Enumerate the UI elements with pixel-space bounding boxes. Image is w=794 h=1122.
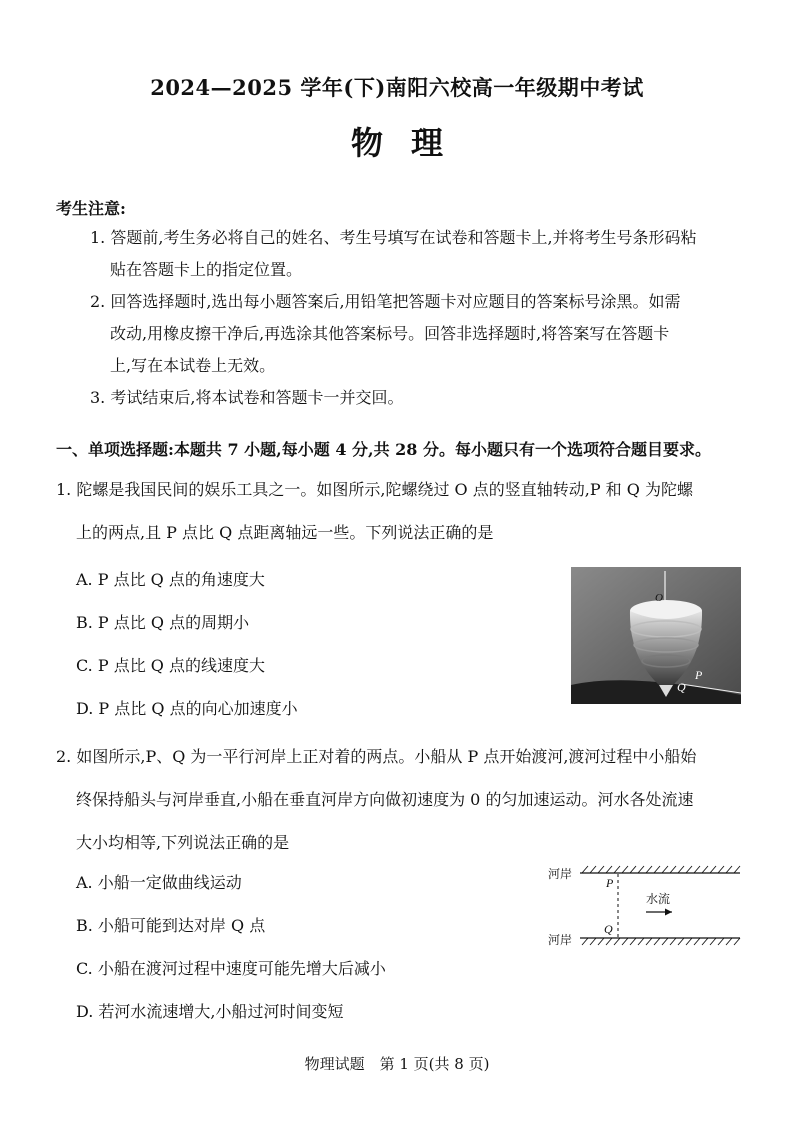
label-p: P (695, 668, 703, 682)
subject-title: 物理 (350, 124, 471, 162)
q2-option-c: C. 小船在渡河过程中速度可能先增大后减小 (76, 959, 386, 978)
q1-option-d: D. P 点比 Q 点的向心加速度小 (76, 699, 298, 718)
notice-line: 3. 考试结束后,将本试卷和答题卡一并交回。 (90, 388, 404, 407)
bank-label-top: 河岸 (548, 867, 573, 881)
point-q: Q (604, 922, 613, 936)
q1-stem: 上的两点,且 P 点比 Q 点距离轴远一些。下列说法正确的是 (76, 523, 494, 542)
label-o: O (655, 592, 663, 604)
q1-option-b: B. P 点比 Q 点的周期小 (76, 613, 250, 632)
q2-stem: 2. 如图所示,P、Q 为一平行河岸上正对着的两点。小船从 P 点开始渡河,渡河过程中小船始 (56, 747, 697, 766)
q1-option-a: A. P 点比 Q 点的角速度大 (76, 570, 265, 589)
q1-option-c: C. P 点比 Q 点的线速度大 (76, 656, 265, 675)
notice-line: 贴在答题卡上的指定位置。 (110, 260, 303, 279)
bank-label-bottom: 河岸 (548, 933, 573, 947)
page-footer: 物理试题 第 1 页(共 8 页) (304, 1055, 490, 1073)
notice-line: 2. 回答选择题时,选出每小题答案后,用铅笔把答题卡对应题目的答案标号涂黑。如需 (90, 292, 681, 311)
notice-heading: 考生注意: (56, 199, 126, 218)
point-p: P (606, 876, 614, 890)
notice-line: 1. 答题前,考生务必将自己的姓名、考生号填写在试卷和答题卡上,并将考生号条形码粘 (90, 228, 697, 247)
q2-option-b: B. 小船可能到达对岸 Q 点 (76, 916, 266, 935)
q1-stem: 1. 陀螺是我国民间的娱乐工具之一。如图所示,陀螺绕过 O 点的竖直轴转动,P 和 Q 为陀螺 (56, 480, 693, 499)
river-diagram (546, 860, 742, 950)
flow-label: 水流 (646, 892, 671, 906)
flow-arrow-icon (665, 909, 672, 916)
exam-title: 2024—2025 学年(下)南阳六校高一年级期中考试 (150, 75, 644, 100)
notice-line: 改动,用橡皮擦干净后,再选涂其他答案标号。回答非选择题时,将答案写在答题卡 (110, 324, 670, 343)
q2-option-d: D. 若河水流速增大,小船过河时间变短 (76, 1002, 344, 1021)
q2-option-a: A. 小船一定做曲线运动 (76, 873, 242, 892)
notice-line: 上,写在本试卷上无效。 (110, 356, 276, 375)
section-heading: 一、单项选择题:本题共 7 小题,每小题 4 分,共 28 分。每小题只有一个选项符合题目要求。 (56, 440, 712, 459)
q2-stem: 终保持船头与河岸垂直,小船在垂直河岸方向做初速度为 0 的匀加速运动。河水各处流速 (76, 790, 694, 809)
label-q: Q (677, 680, 686, 694)
q2-stem: 大小均相等,下列说法正确的是 (76, 833, 290, 852)
spinning-top-photo (571, 567, 741, 704)
